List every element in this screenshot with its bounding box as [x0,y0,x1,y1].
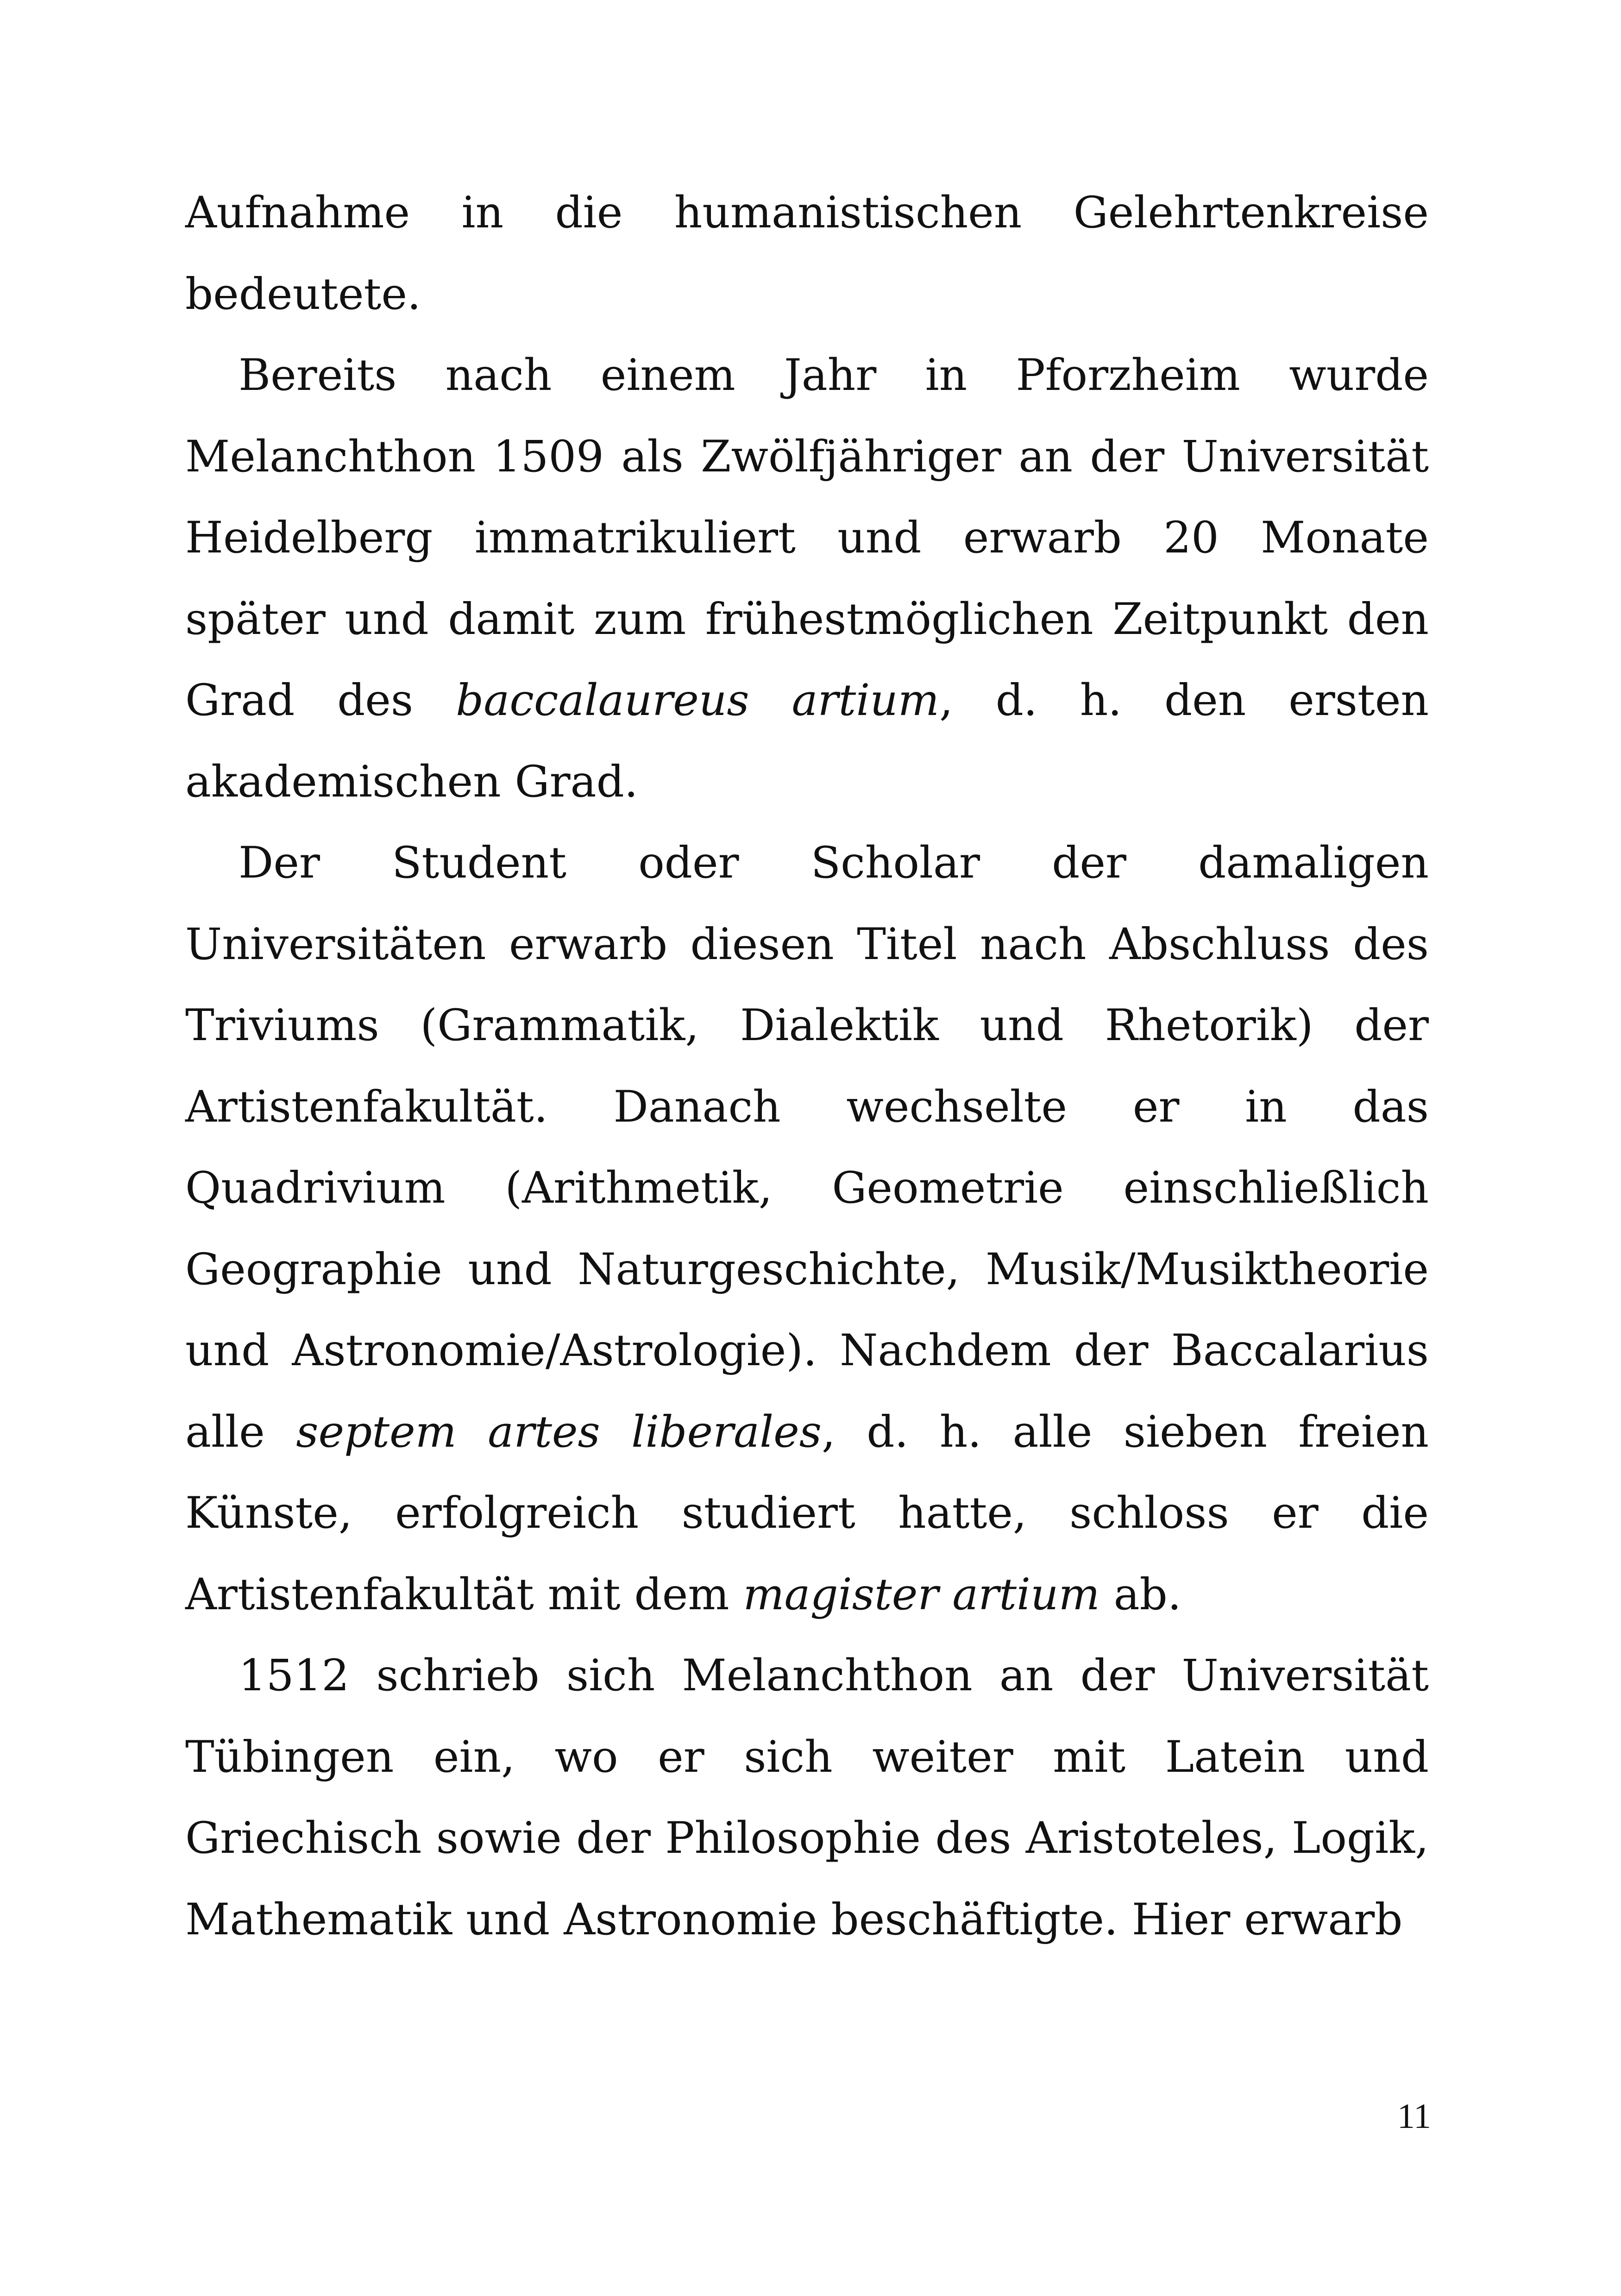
paragraph-4-text: 1512 schrieb sich Melanchthon an der Universität Tübingen ein, wo er sich weiter mit Latein und Griechisch sowie der Philosophie des Aristoteles, Logik, Mathematik und Astronomie beschäftigte. Hier erwarb [185,1650,1429,1945]
paragraph-3-italic-term-2: magister artium [743,1569,1100,1620]
body-text [185,172,1429,1960]
paragraph-2-text-b: , d. h. den ersten akademischen Grad. [185,675,1429,807]
paragraph-4 [185,1635,1429,1960]
paragraph-1 [185,172,1429,335]
page-number: 11 [1397,2097,1431,2136]
paragraph-3 [185,822,1429,1635]
paragraph-2-text-a: Bereits nach einem Jahr in Pforzheim wurde Melanchthon 1509 als Zwölfjähriger an der Universität Heidelberg immatrikuliert und erwarb 20 Monate später und damit zum frühestmöglichen Zeitpunkt den Grad des [185,350,1429,726]
paragraph-3-text-c: ab. [1100,1569,1181,1620]
paragraph-2-italic-term: baccalaureus artium [456,675,939,726]
paragraph-3-text-b: , d. h. alle sieben freien Künste, erfolgreich studiert hatte, schloss er die Artistenfakultät mit dem [185,1406,1429,1620]
paragraph-1-text: Aufnahme in die humanistischen Gelehrtenkreise bedeutete. [185,188,1429,320]
paragraph-2 [185,335,1429,822]
paragraph-3-text-a: Der Student oder Scholar der damaligen Universitäten erwarb diesen Titel nach Abschluss des Triviums (Grammatik, Dialektik und Rhetorik) der Artistenfakultät. Danach wechselte er in das Quadrivium (Arithmetik, Geometrie einschließlich Geographie und Naturgeschichte, Musik/Musiktheorie und Astronomie/Astrologie). Nachdem der Baccalarius alle [185,838,1429,1457]
paragraph-3-italic-term-1: septem artes liberales [296,1406,822,1457]
